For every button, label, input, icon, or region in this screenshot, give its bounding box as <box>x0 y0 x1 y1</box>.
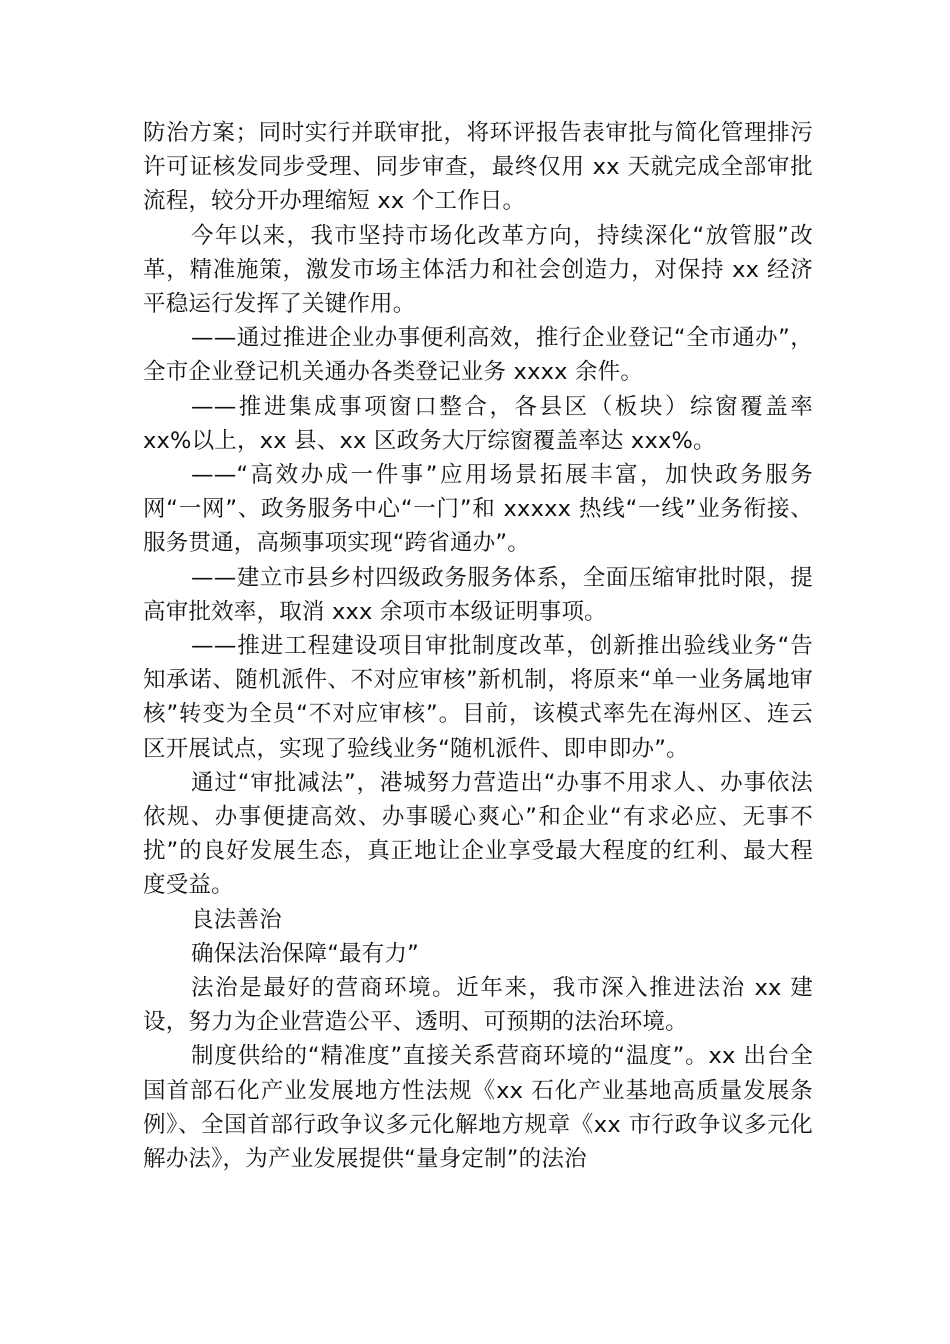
paragraph: 法治是最好的营商环境。近年来，我市深入推进法治 xx 建设，努力为企业营造公平、透明、可预期的法治环境。 <box>143 975 813 1036</box>
paragraph: 通过“审批减法”，港城努力营造出“办事不用求人、办事依法依规、办事便捷高效、办事暖心爽心”和企业“有求必应、无事不扰”的良好发展生态，真正地让企业享受最大程度的红利、最大程度受益。 <box>143 769 813 899</box>
paragraph: ——“高效办成一件事”应用场景拓展丰富，加快政务服务网“一网”、政务服务中心“一门”和 xxxxx 热线“一线”业务衔接、服务贯通，高频事项实现“跨省通办”。 <box>143 462 813 557</box>
section-heading: 良法善治 <box>191 906 282 933</box>
paragraph: 防治方案；同时实行并联审批，将环评报告表审批与简化管理排污许可证核发同步受理、同步审查，最终仅用 xx 天就完成全部审批流程，较分开办理缩短 xx 个工作日。 <box>143 120 813 215</box>
paragraph: 制度供给的“精准度”直接关系营商环境的“温度”。xx 出台全国首部石化产业发展地方性法规《xx 石化产业基地高质量发展条例》、全国首部行政争议多元化解地方规章《xx 市行政争议多元化解办法》，为产业发展提供“量身定制”的法治 <box>143 1043 813 1173</box>
paragraph: 今年以来，我市坚持市场化改革方向，持续深化“放管服”改革，精准施策，激发市场主体活力和社会创造力，对保持 xx 经济平稳运行发挥了关键作用。 <box>143 222 813 318</box>
section-subheading: 确保法治保障“最有力” <box>191 940 420 967</box>
paragraph: ——推进工程建设项目审批制度改革，创新推出验线业务“告知承诺、随机派件、不对应审核”新机制，将原来“单一业务属地审核”转变为全员“不对应审核”。目前，该模式率先在海州区、连云区开展试点，实现了验线业务“随机派件、即申即办”。 <box>143 633 813 762</box>
paragraph: ——建立市县乡村四级政务服务体系，全面压缩审批时限，提高审批效率，取消 xxx 余项市本级证明事项。 <box>143 564 813 625</box>
document-body <box>143 116 813 1176</box>
paragraph: ——推进集成事项窗口整合，各县区（板块）综窗覆盖率 xx%以上，xx 县、xx 区政务大厅综窗覆盖率达 xxx%。 <box>143 393 813 454</box>
paragraph: ——通过推进企业办事便利高效，推行企业登记“全市通办”，全市企业登记机关通办各类登记业务 xxxx 余件。 <box>143 325 813 386</box>
